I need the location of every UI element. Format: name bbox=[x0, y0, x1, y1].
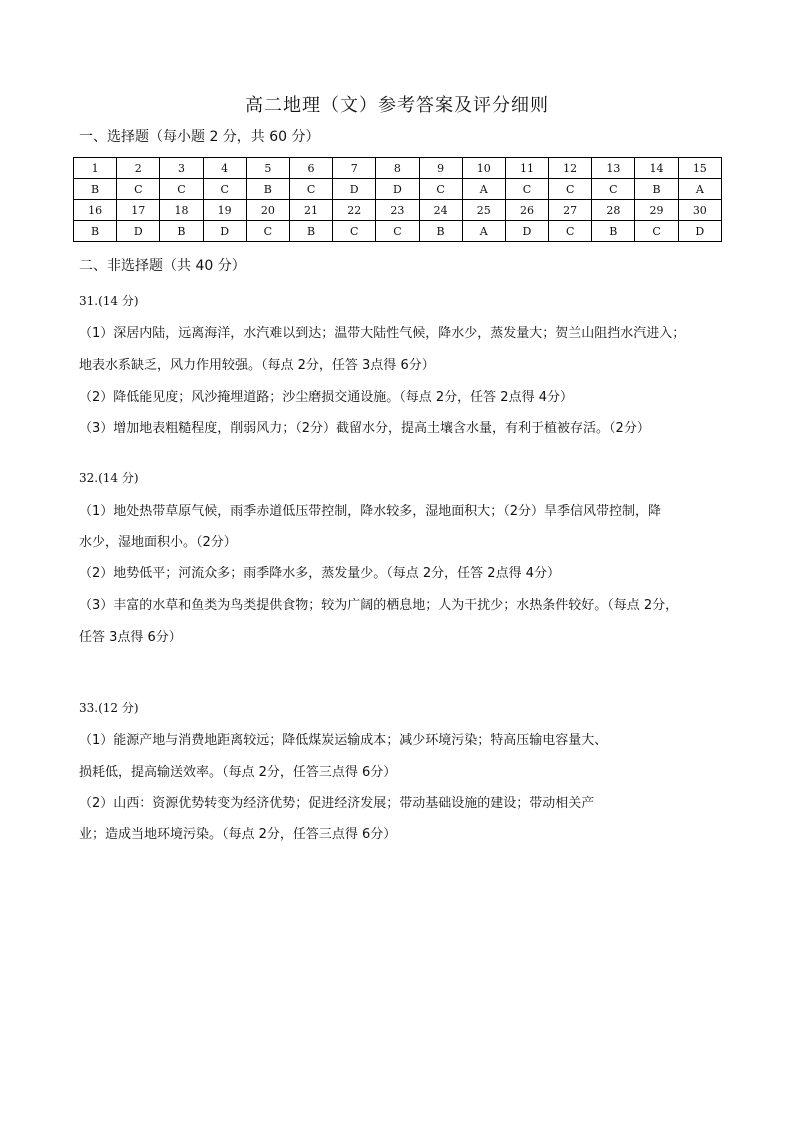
answer-cell: A bbox=[462, 221, 505, 242]
answer-cell: D bbox=[203, 221, 246, 242]
question-number-cell: 14 bbox=[635, 158, 678, 179]
question-number-cell: 30 bbox=[678, 200, 721, 221]
answer-cell: C bbox=[117, 179, 160, 200]
answer-cell: D bbox=[117, 221, 160, 242]
question-number-cell: 9 bbox=[419, 158, 462, 179]
section-non-choice-heading: 二、非选择题（共 40 分） bbox=[79, 258, 246, 274]
answer-cell: C bbox=[419, 179, 462, 200]
answer-cell: B bbox=[74, 221, 117, 242]
answer-row bbox=[74, 221, 722, 242]
question-number-cell: 17 bbox=[117, 200, 160, 221]
question-number-cell: 7 bbox=[333, 158, 376, 179]
question-number-cell: 3 bbox=[160, 158, 203, 179]
answer-cell: A bbox=[462, 179, 505, 200]
q31-line-2: 地表水系缺乏，风力作用较强。（每点 2分，任答 3点得 6分） bbox=[79, 358, 435, 373]
answer-cell: B bbox=[246, 179, 289, 200]
question-31-label: 31.(14 分) bbox=[79, 294, 139, 308]
q31-line-3: （2）降低能见度；风沙掩埋道路；沙尘磨损交通设施。（每点 2分，任答 2点得 4分） bbox=[79, 390, 573, 405]
answer-cell: C bbox=[549, 179, 592, 200]
question-number-cell: 18 bbox=[160, 200, 203, 221]
q31-line-4: （3）增加地表粗糙程度，削弱风力；（2分）截留水分，提高土壤含水量，有利于植被存活。（2分） bbox=[79, 421, 650, 436]
question-33-label: 33.(12 分) bbox=[79, 701, 139, 715]
question-number-cell: 21 bbox=[289, 200, 332, 221]
answer-cell: B bbox=[289, 221, 332, 242]
q33-line-2: 损耗低，提高输送效率。（每点 2分，任答三点得 6分） bbox=[79, 765, 397, 780]
question-number-cell: 15 bbox=[678, 158, 721, 179]
question-number-cell: 1 bbox=[74, 158, 117, 179]
answer-cell: C bbox=[289, 179, 332, 200]
q32-line-2: 水少，湿地面积小。（2分） bbox=[79, 535, 237, 550]
answer-cell: C bbox=[333, 221, 376, 242]
answer-cell: D bbox=[505, 221, 548, 242]
question-number-cell: 19 bbox=[203, 200, 246, 221]
question-number-cell: 20 bbox=[246, 200, 289, 221]
answer-cell: C bbox=[549, 221, 592, 242]
q32-line-3: （2）地势低平；河流众多；雨季降水多，蒸发量少。（每点 2分，任答 2点得 4分） bbox=[79, 566, 560, 581]
q32-line-1: （1）地处热带草原气候，雨季赤道低压带控制，降水较多，湿地面积大；（2分）旱季信风带控制，降 bbox=[79, 504, 662, 519]
q33-line-4: 业；造成当地环境污染。（每点 2分，任答三点得 6分） bbox=[79, 827, 397, 842]
answer-cell: C bbox=[635, 221, 678, 242]
question-number-cell: 27 bbox=[549, 200, 592, 221]
answer-cell: A bbox=[678, 179, 721, 200]
question-number-row bbox=[74, 200, 722, 221]
question-number-cell: 16 bbox=[74, 200, 117, 221]
question-32-label: 32.(14 分) bbox=[79, 471, 139, 485]
q32-line-4: （3）丰富的水草和鱼类为鸟类提供食物；较为广阔的栖息地；人为干扰少；水热条件较好。（每点 2分， bbox=[79, 598, 679, 613]
question-number-cell: 8 bbox=[376, 158, 419, 179]
question-number-cell: 12 bbox=[549, 158, 592, 179]
question-number-cell: 4 bbox=[203, 158, 246, 179]
question-number-cell: 24 bbox=[419, 200, 462, 221]
answer-cell: B bbox=[592, 221, 635, 242]
question-number-cell: 6 bbox=[289, 158, 332, 179]
question-number-cell: 2 bbox=[117, 158, 160, 179]
answer-cell: C bbox=[203, 179, 246, 200]
answer-cell: D bbox=[333, 179, 376, 200]
question-number-cell: 23 bbox=[376, 200, 419, 221]
answer-row bbox=[74, 179, 722, 200]
answer-cell: C bbox=[376, 221, 419, 242]
answer-cell: C bbox=[246, 221, 289, 242]
section-multiple-choice-heading: 一、选择题（每小题 2 分，共 60 分） bbox=[79, 129, 320, 145]
answer-cell: C bbox=[592, 179, 635, 200]
answer-cell: B bbox=[160, 221, 203, 242]
question-number-cell: 13 bbox=[592, 158, 635, 179]
answer-cell: B bbox=[74, 179, 117, 200]
question-number-cell: 22 bbox=[333, 200, 376, 221]
question-number-cell: 25 bbox=[462, 200, 505, 221]
q33-line-3: （2）山西：资源优势转变为经济优势；促进经济发展；带动基础设施的建设；带动相关产 bbox=[79, 796, 595, 811]
q31-line-1: （1）深居内陆，远离海洋，水汽难以到达；温带大陆性气候，降水少，蒸发量大；贺兰山阻挡水汽进入； bbox=[79, 326, 686, 341]
answer-cell: D bbox=[678, 221, 721, 242]
answer-cell: B bbox=[635, 179, 678, 200]
q33-line-1: （1）能源产地与消费地距离较远；降低煤炭运输成本；减少环境污染；特高压输电容量大、 bbox=[79, 733, 608, 748]
question-number-cell: 29 bbox=[635, 200, 678, 221]
answer-cell: C bbox=[160, 179, 203, 200]
question-number-cell: 26 bbox=[505, 200, 548, 221]
question-number-row bbox=[74, 158, 722, 179]
question-number-cell: 5 bbox=[246, 158, 289, 179]
answer-table bbox=[73, 157, 722, 242]
answer-cell: D bbox=[376, 179, 419, 200]
question-number-cell: 28 bbox=[592, 200, 635, 221]
question-number-cell: 11 bbox=[505, 158, 548, 179]
question-number-cell: 10 bbox=[462, 158, 505, 179]
q32-line-5: 任答 3点得 6分） bbox=[79, 630, 182, 645]
page-title: 高二地理（文）参考答案及评分细则 bbox=[245, 95, 549, 116]
answer-cell: C bbox=[505, 179, 548, 200]
answer-cell: B bbox=[419, 221, 462, 242]
